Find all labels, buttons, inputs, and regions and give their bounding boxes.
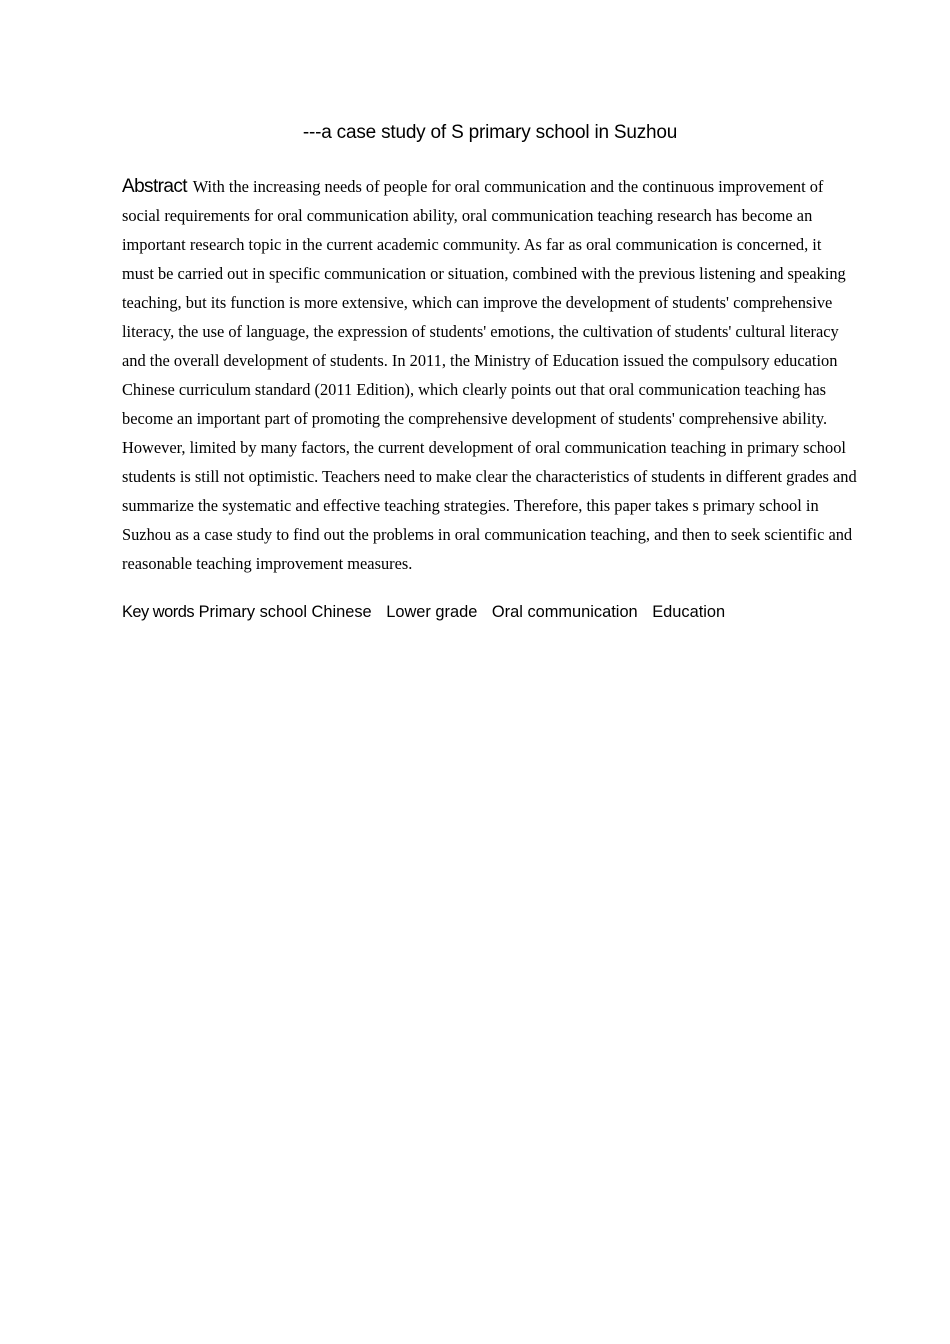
keyword-item: Primary school Chinese <box>198 603 372 621</box>
keyword-item: Lower grade <box>386 603 478 621</box>
abstract-section <box>122 172 857 578</box>
keyword-item: Oral communication <box>491 603 638 621</box>
keywords-section <box>122 600 857 624</box>
abstract-body: With the increasing needs of people for oral communication and the continuous improvement of social requirements for oral communication ability, oral communication teaching research has become an important research topic in the current academic community. As far as oral communication is concerned, it must be carried out in specific communication or situation, combined with the previous listening and speaking teaching, but its function is more extensive, which can improve the development of students' comprehensive literacy, the use of language, the expression of students' emotions, the cultivation of students' cultural literacy and the overall development of students. In 2011, the Ministry of Education issued the compulsory education Chinese curriculum standard (2011 Edition), which clearly points out that oral communication teaching has become an important part of promoting the comprehensive development of students' comprehensive ability. However, limited by many factors, the current development of oral communication teaching in primary school students is still not optimistic. Teachers need to make clear the characteristics of students in different grades and summarize the systematic and effective teaching strategies. Therefore, this paper takes s primary school in Suzhou as a case study to find out the problems in oral communication teaching, and then to seek scientific and reasonable teaching improvement measures. <box>122 177 857 573</box>
abstract-heading: Abstract <box>122 176 187 197</box>
keywords-heading: Key words <box>122 603 195 621</box>
document-subtitle: ---a case study of S primary school in Suzhou <box>302 122 678 143</box>
keyword-item: Education <box>652 603 726 621</box>
